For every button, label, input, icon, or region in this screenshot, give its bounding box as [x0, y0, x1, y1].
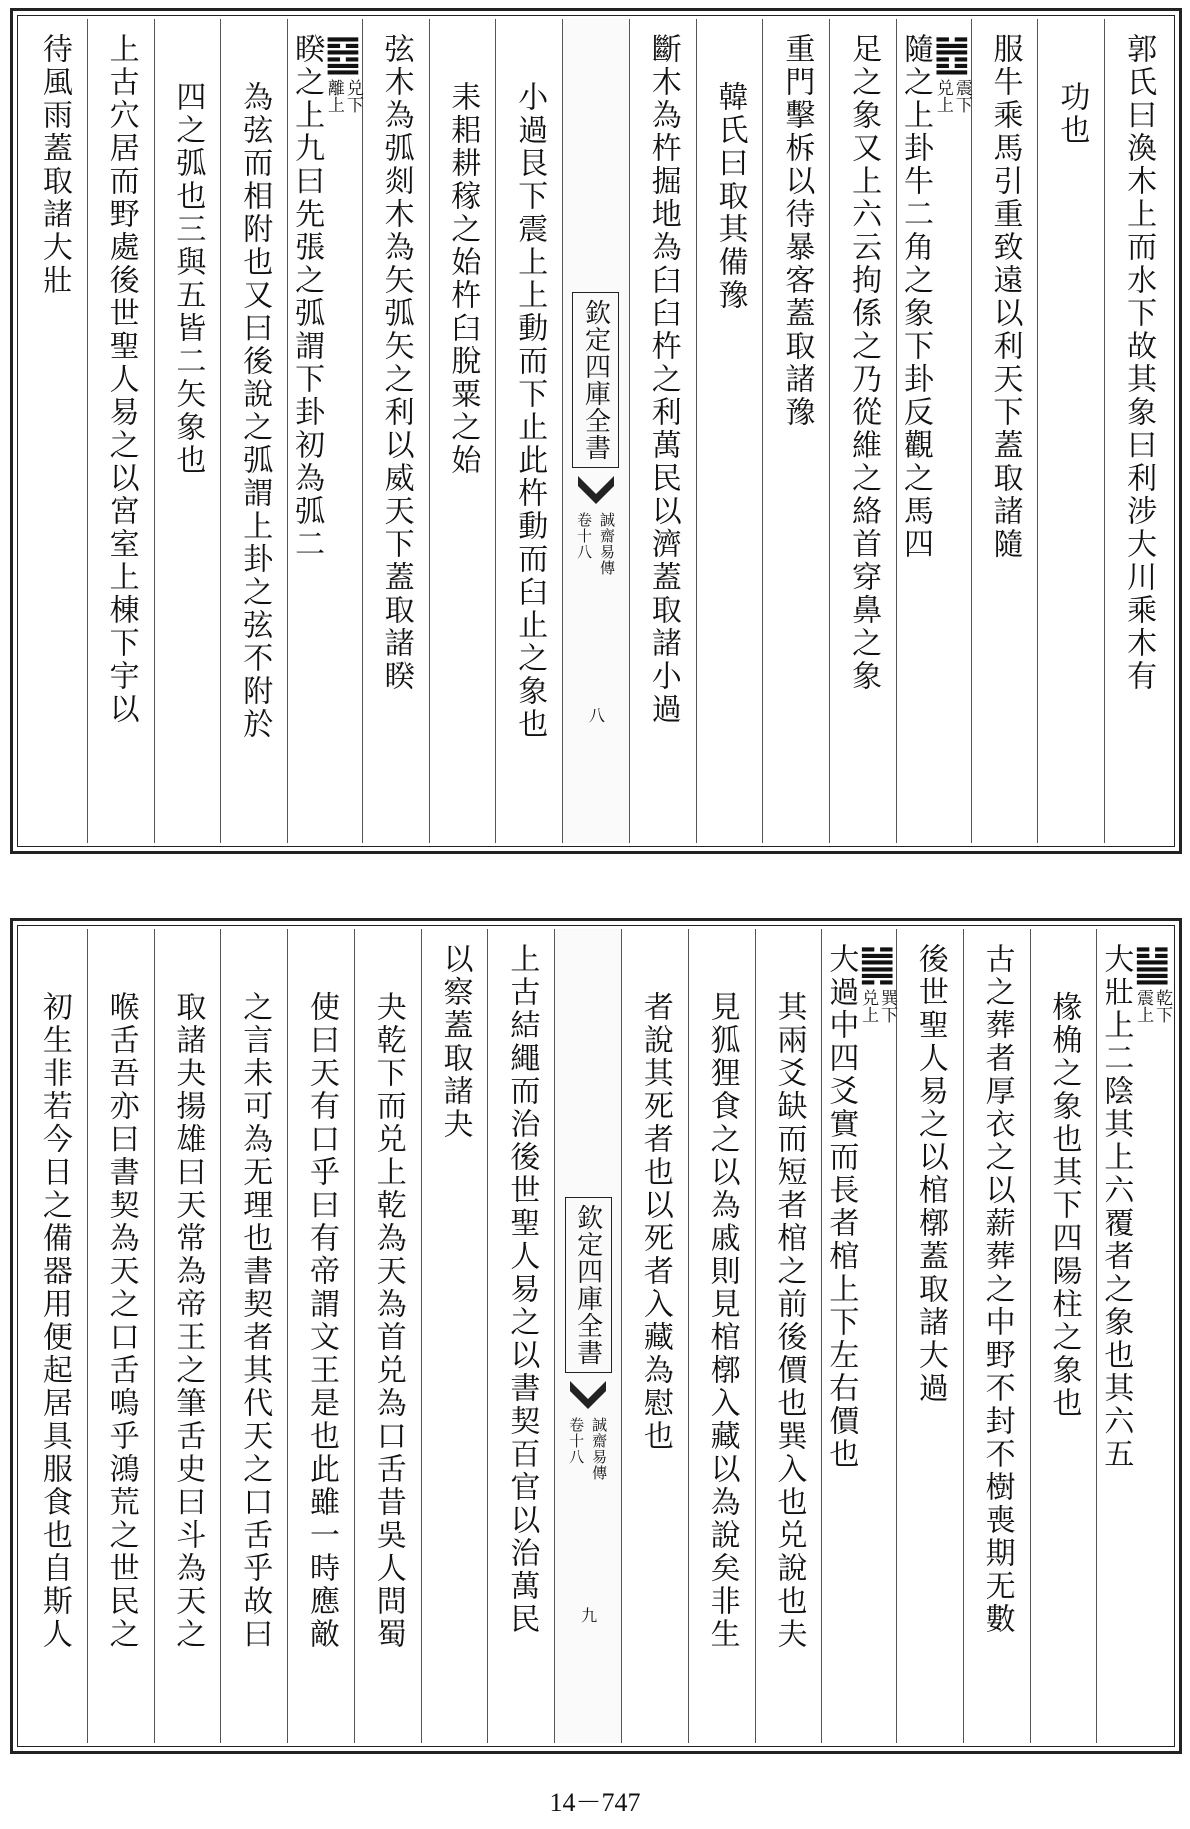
commentary-text: 者說其死者也以死者入藏為慰也 — [637, 991, 673, 1453]
upper-page-columns — [21, 19, 1171, 843]
text-column — [1030, 929, 1097, 1743]
text-column — [896, 929, 963, 1743]
main-text: 上古結繩而治後世聖人易之以書契百官以治萬民 — [504, 943, 540, 1636]
trigram-labels — [934, 79, 970, 113]
hexagram-column — [896, 19, 971, 843]
folio-number: 九 — [578, 1607, 598, 1623]
main-text: 以察蓋取諸夬 — [437, 943, 473, 1141]
main-text: 後世聖人易之以棺槨蓋取諸大過 — [912, 943, 948, 1405]
fishtail-mark-icon — [568, 1377, 608, 1411]
center-fold-column — [554, 929, 621, 1743]
main-text: 待風雨蓋取諸大壯 — [36, 33, 72, 297]
commentary-text: 初生非若今日之備器用便起居具服食也自斯人 — [36, 991, 72, 1651]
text-column — [154, 929, 221, 1743]
main-text: 斷木為杵掘地為臼臼杵之利萬民以濟蓋取諸小過 — [645, 33, 681, 726]
book-title: 誠齋易傳 — [590, 1417, 609, 1481]
hexagram-block — [324, 19, 362, 113]
text-column — [1037, 19, 1104, 843]
lower-trigram-label: 乾下 — [1152, 989, 1173, 1023]
series-title: 欽定四庫全書 — [565, 1197, 612, 1373]
text-column — [354, 929, 421, 1743]
commentary-text: 其兩爻缺而短者棺之前後價也巽入也兑說也夫 — [771, 991, 807, 1651]
text-column — [154, 19, 221, 843]
text-column — [87, 19, 154, 843]
lower-page-columns — [21, 929, 1171, 1743]
commentary-text: 隨之上卦牛二角之象下卦反觀之馬四 — [898, 33, 933, 561]
hexagram-icon: ䷛ — [858, 939, 896, 988]
book-and-volume — [574, 512, 618, 576]
text-column — [755, 929, 822, 1743]
commentary-text: 椽桷之象也其下四陽柱之象也 — [1046, 991, 1082, 1420]
fishtail-mark-icon — [576, 472, 616, 506]
text-column — [495, 19, 562, 843]
volume-number: 卷十八 — [567, 1417, 586, 1465]
hexagram-block — [933, 19, 971, 113]
lower-trigram-label: 巽下 — [877, 989, 898, 1023]
main-text: 古之葬者厚衣之以薪葬之中野不封不樹喪期无數 — [979, 943, 1015, 1636]
text-column — [829, 19, 896, 843]
hexagram-block — [1133, 929, 1171, 1023]
upper-trigram-label: 震上 — [1133, 989, 1154, 1023]
main-text: 重門擊柝以待暴客蓋取諸豫 — [779, 33, 815, 429]
upper-trigram-label: 兑上 — [932, 79, 953, 113]
main-text: 弦木為弧剡木為矢弧矢之利以威天下蓋取諸睽 — [378, 33, 414, 693]
commentary-text: 使曰天有口乎曰有帝謂文王是也此雖一時應敵 — [303, 991, 339, 1651]
series-title: 欽定四庫全書 — [572, 292, 619, 468]
text-column — [696, 19, 763, 843]
commentary-text: 取諸夬揚雄曰天常為帝王之筆舌史曰斗為天之 — [170, 991, 206, 1651]
commentary-text: 睽之上九曰先張之弧謂下卦初為弧二 — [289, 33, 325, 561]
trigram-labels — [325, 79, 361, 113]
lower-trigram-label: 震下 — [951, 79, 972, 113]
main-text: 服牛乘馬引重致遠以利天下蓋取諸隨 — [987, 33, 1023, 561]
text-column — [487, 929, 554, 1743]
text-column — [21, 929, 87, 1743]
text-column — [621, 929, 688, 1743]
text-column — [21, 19, 87, 843]
hexagram-icon: ䷥ — [324, 29, 362, 78]
commentary-text: 之言未可為无理也書契者其代天之口舌乎故曰 — [237, 991, 273, 1651]
commentary-text: 夬乾下而兑上乾為天為首兑為口舌昔吳人問蜀 — [370, 991, 406, 1651]
text-column — [362, 19, 429, 843]
main-text: 足之象又上六云拘係之乃從維之絡首穿鼻之象 — [846, 33, 882, 693]
upper-page — [10, 8, 1182, 854]
commentary-text: 大壯上二陰其上六覆者之象也其六五 — [1098, 943, 1134, 1471]
commentary-text: 小過艮下震上上動而下止此杵動而臼止之象也 — [512, 81, 548, 741]
main-text: 上古穴居而野處後世聖人易之以宮室上棟下宇以 — [103, 33, 139, 726]
hexagram-icon: ䷡ — [1133, 939, 1171, 988]
upper-trigram-label: 兑上 — [858, 989, 879, 1023]
book-title: 誠齋易傳 — [597, 512, 616, 576]
hexagram-block — [858, 929, 896, 1023]
trigram-labels — [1133, 989, 1173, 1023]
commentary-text: 大過中四爻實而長者棺上下左右價也 — [823, 943, 859, 1471]
hexagram-column — [1096, 929, 1171, 1743]
page-reference: 14－747 — [549, 1788, 641, 1817]
book-and-volume — [566, 1417, 610, 1481]
text-column — [421, 929, 488, 1743]
text-column — [220, 19, 287, 843]
upper-trigram-label: 離上 — [323, 79, 344, 113]
center-fold-column — [562, 19, 629, 843]
commentary-text: 見狐狸食之以為戚則見棺槨入藏以為說矣非生 — [704, 991, 740, 1651]
text-column — [971, 19, 1038, 843]
lower-page — [10, 918, 1182, 1754]
commentary-text: 功也 — [1054, 81, 1090, 147]
commentary-text: 耒耜耕稼之始杵臼脫粟之始 — [445, 81, 481, 477]
commentary-text: 喉舌吾亦曰書契為天之口舌嗚乎鴻荒之世民之 — [103, 991, 139, 1651]
text-column — [1104, 19, 1171, 843]
folio-number: 八 — [586, 707, 606, 723]
text-column — [629, 19, 696, 843]
main-text: 郭氏曰渙木上而水下故其象曰利涉大川乘木有 — [1121, 33, 1157, 693]
trigram-labels — [858, 989, 898, 1023]
text-column — [963, 929, 1030, 1743]
hexagram-column — [821, 929, 896, 1743]
volume-number: 卷十八 — [574, 512, 593, 560]
lower-trigram-label: 兑下 — [342, 79, 363, 113]
text-column — [688, 929, 755, 1743]
text-column — [762, 19, 829, 843]
text-column — [287, 929, 354, 1743]
commentary-text: 為弦而相附也又曰後說之弧謂上卦之弦不附於 — [237, 81, 273, 741]
text-column — [87, 929, 154, 1743]
text-column — [220, 929, 287, 1743]
hexagram-icon: ䷐ — [933, 29, 971, 78]
commentary-text: 韓氏曰取其備豫 — [712, 81, 748, 312]
commentary-text: 四之弧也三與五皆二矢象也 — [170, 81, 206, 477]
hexagram-column — [287, 19, 362, 843]
text-column — [429, 19, 496, 843]
